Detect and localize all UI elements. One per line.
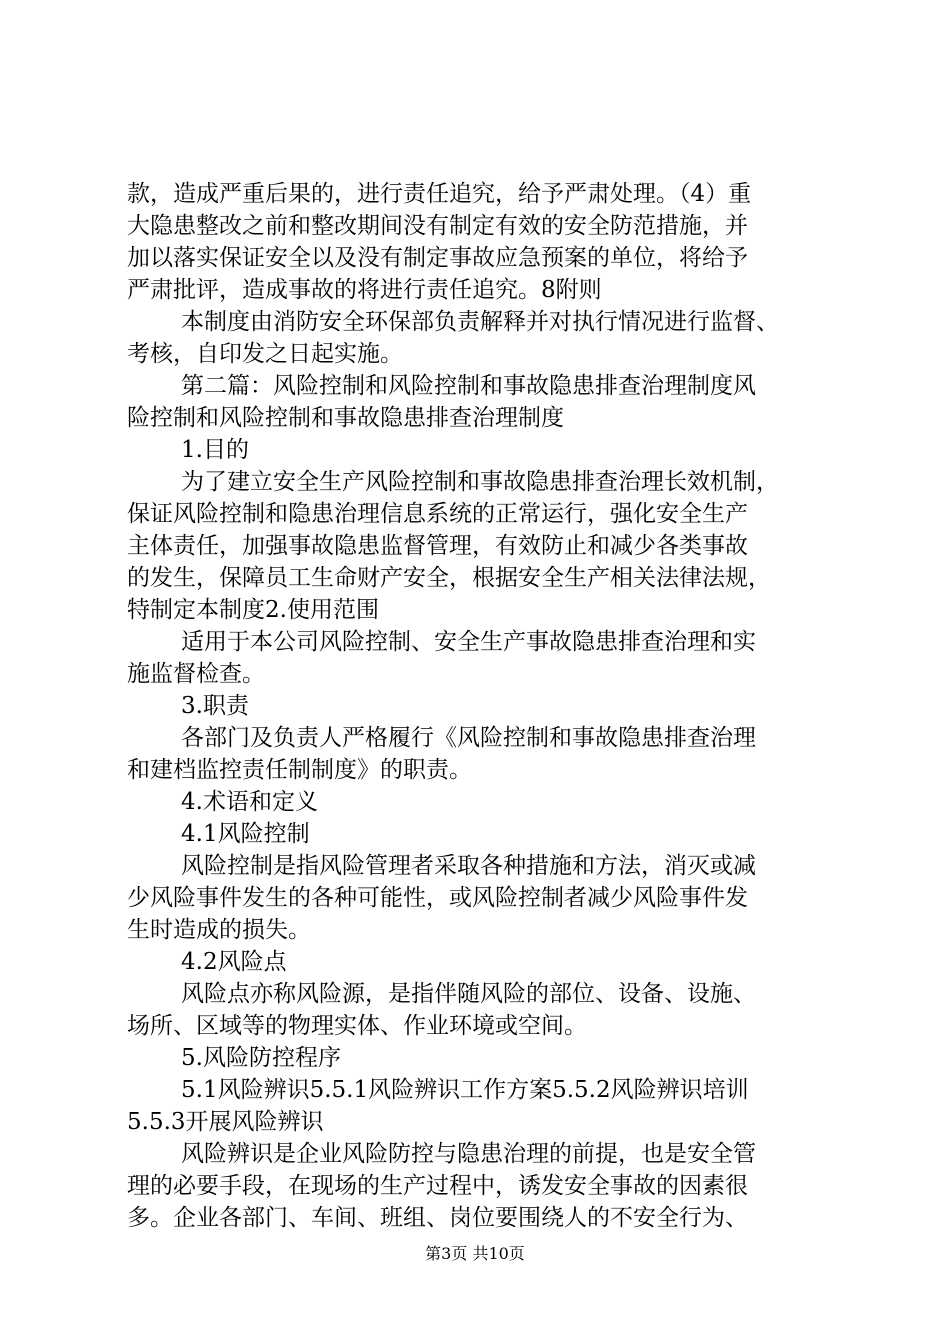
text-line: 多。企业各部门、车间、班组、岗位要围绕人的不安全行为、 [127, 1205, 748, 1231]
text-line: 5.5.3开展风险辨识 [127, 1109, 324, 1135]
text-line: 主体责任，加强事故隐患监督管理，有效防止和减少各类事故 [127, 533, 748, 559]
text-line: 本制度由消防安全环保部负责解释并对执行情况进行监督、 [181, 309, 779, 335]
text-line: 风险辨识是企业风险防控与隐患治理的前提，也是安全管 [181, 1141, 756, 1167]
text-line: 保证风险控制和隐患治理信息系统的正常运行，强化安全生产 [127, 501, 748, 527]
subsection-heading: 3.职责 [181, 693, 249, 719]
subsection-heading: 4.2风险点 [181, 949, 287, 975]
text-line: 各部门及负责人严格履行《风险控制和事故隐患排查治理 [181, 725, 756, 751]
subsection-heading: 1.目的 [181, 437, 249, 463]
text-line: 适用于本公司风险控制、安全生产事故隐患排查治理和实 [181, 629, 756, 655]
text-line: 特制定本制度2.使用范围 [127, 597, 379, 623]
subsection-heading: 4.1风险控制 [181, 821, 310, 847]
section-heading: 第二篇：风险控制和风险控制和事故隐患排查治理制度风 [181, 373, 756, 399]
text-line: 的发生，保障员工生命财产安全，根据安全生产相关法律法规， [127, 565, 771, 591]
text-line: 场所、区域等的物理实体、作业环境或空间。 [127, 1013, 587, 1039]
subsection-heading: 4.术语和定义 [181, 789, 318, 815]
text-line: 款，造成严重后果的，进行责任追究，给予严肃处理。（4）重 [127, 181, 752, 207]
text-line: 大隐患整改之前和整改期间没有制定有效的安全防范措施，并 [127, 213, 748, 239]
text-line: 加以落实保证安全以及没有制定事故应急预案的单位，将给予 [127, 245, 748, 271]
text-line: 风险控制是指风险管理者采取各种措施和方法，消灭或减 [181, 853, 756, 879]
text-line: 施监督检查。 [127, 661, 265, 687]
text-line: 和建档监控责任制制度》的职责。 [127, 757, 472, 783]
text-line: 严肃批评，造成事故的将进行责任追究。8附则 [127, 277, 602, 303]
subsection-heading: 5.风险防控程序 [181, 1045, 341, 1071]
text-line: 生时造成的损失。 [127, 917, 311, 943]
text-line: 考核，自印发之日起实施。 [127, 341, 403, 367]
text-line: 理的必要手段，在现场的生产过程中，诱发安全事故的因素很 [127, 1173, 748, 1199]
text-line: 为了建立安全生产风险控制和事故隐患排查治理长效机制， [181, 469, 779, 495]
section-heading: 险控制和风险控制和事故隐患排查治理制度 [127, 405, 564, 431]
text-line: 风险点亦称风险源，是指伴随风险的部位、设备、设施、 [181, 981, 756, 1007]
page-number-footer: 第3页 共10页 [425, 1244, 525, 1263]
text-line: 5.1风险辨识5.5.1风险辨识工作方案5.5.2风险辨识培训 [181, 1077, 749, 1103]
text-line: 少风险事件发生的各种可能性，或风险控制者减少风险事件发 [127, 885, 748, 911]
